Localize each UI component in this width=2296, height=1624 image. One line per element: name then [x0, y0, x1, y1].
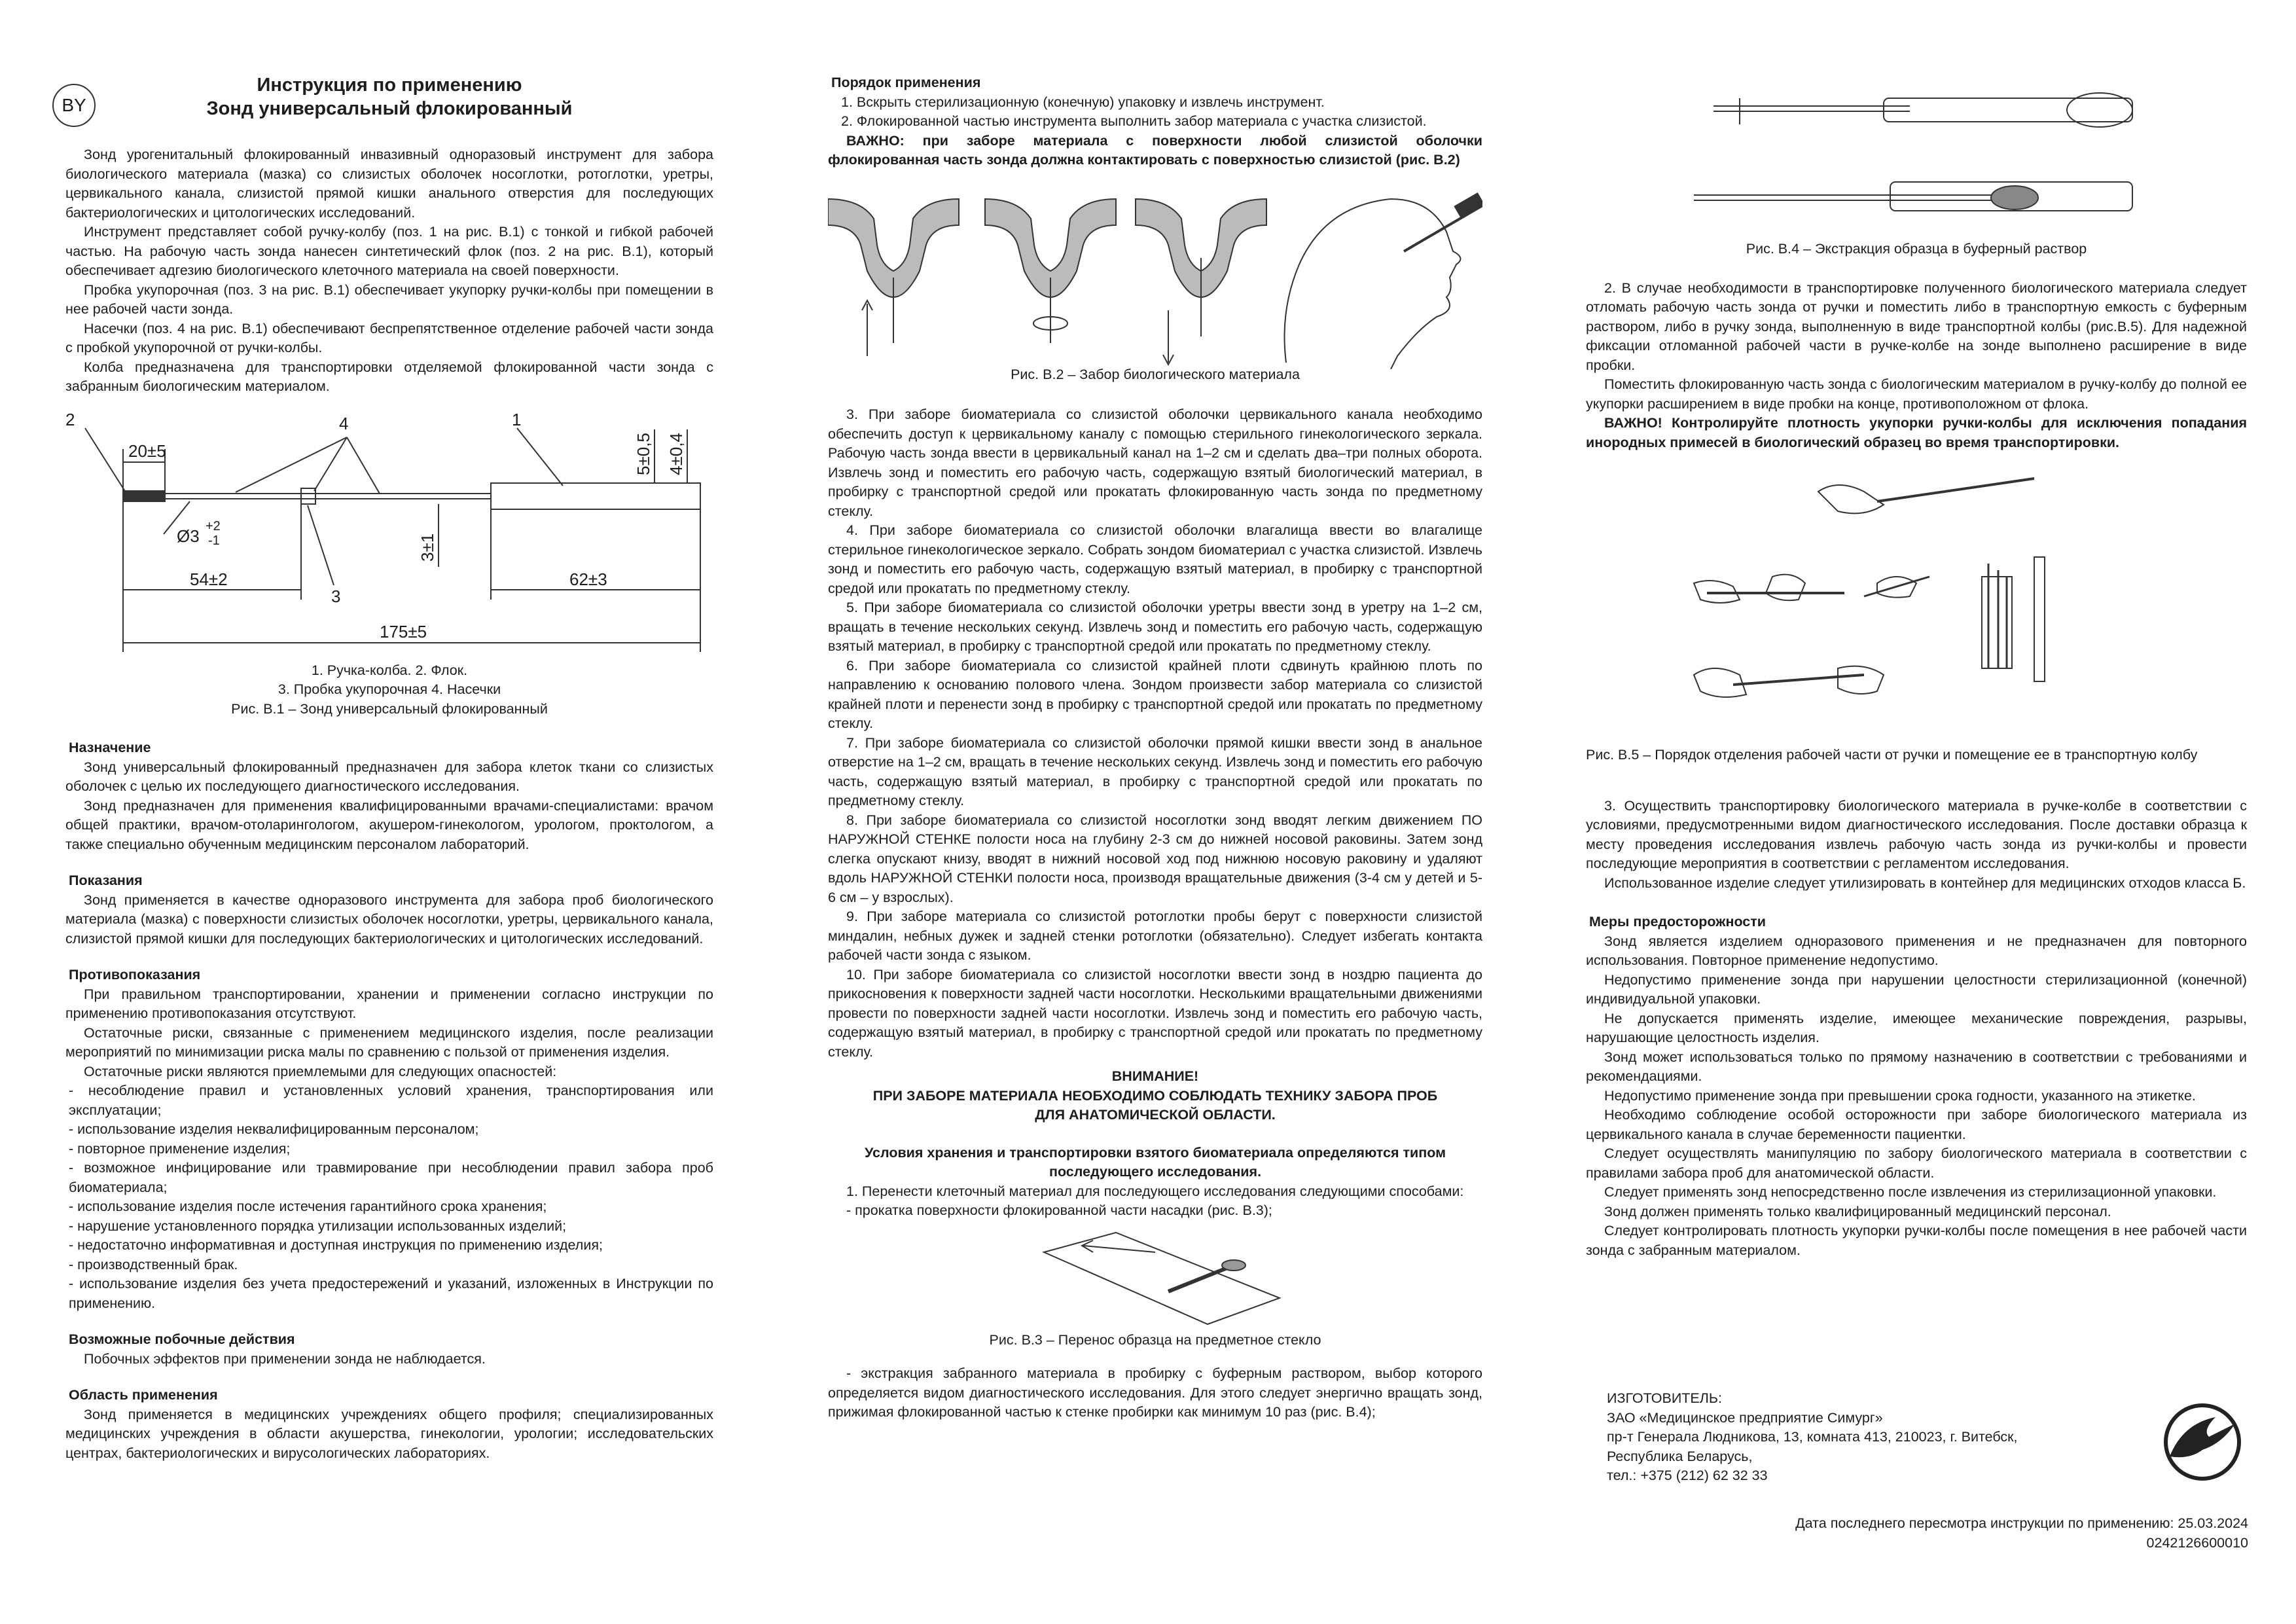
- step-paragraph: 4. При заборе биоматериала со слизистой оболочки влагалища ввести во влагалище стерильное гинекологическое зеркало. Собрать зондом биоматериал с участка слизистой. Извлечь зонд и поместить его рабочую часть, содержащую взятый материал, в пробирку с транспортной средой или прокатать по предметному стеклу.: [828, 522, 1482, 596]
- title-line-1: Инструкция по применению: [257, 75, 522, 96]
- section-heading: Меры предосторожности: [1589, 914, 1767, 929]
- intro-paragraph: Зонд урогенитальный флокированный инвазивный одноразовый инструмент для забора биологического материала (мазка) со слизистых оболочек носоглотки, ротоглотки, уретры, цервикального канала, слизистой прямой кишки анального отверстия для последующих бактериологических и цитологических исследований.: [65, 147, 713, 221]
- column-2: [828, 73, 1482, 1422]
- section-heading: Показания: [69, 873, 143, 888]
- buffer-extraction-figure: [1687, 85, 2145, 223]
- paragraph: Остаточные риски, связанные с применением медицинского изделия, после реализации мероприятий по минимизации риска малы по сравнению с пользой от применения изделия.: [65, 1024, 713, 1060]
- probe-1: [1877, 478, 2034, 501]
- caution-item: Зонд является изделием одноразового применения и не предназначен для повторного использования. Повторное применение недопустимо.: [1586, 933, 2247, 968]
- hand-4: [1694, 668, 1746, 697]
- attention-text: ПРИ ЗАБОРЕ МАТЕРИАЛА НЕОБХОДИМО СОБЛЮДАТЬ ТЕХНИКУ ЗАБОРА ПРОБ ДЛЯ АНАТОМИЧЕСКОЙ ОБЛАСТИ.: [872, 1087, 1438, 1123]
- paragraph: Зонд применяется в медицинских учреждениях общего профиля; специализированных медицинских учреждения в области акушерства, гинекологии, урологии; исследовательских центрах, бактериологических и вирусологических лабораториях.: [65, 1406, 713, 1461]
- paragraph: 2. В случае необходимости в транспортировке полученного биологического материала следует отломать рабочую часть зонда от ручки и поместить либо в транспортную емкость с буферным раствором, либо в ручку зонда, выполненную в виде транспортной колбы (рис.В.5). Для надежной фиксации отломанной рабочей части в ручке-колбе на зонде выполнено расширение в виде пробки.: [1586, 280, 2247, 373]
- paragraph: Зонд предназначен для применения квалифицированными врачами-специалистами: врачом общей практики, врачом-отоларингологом, акушером-гинекологом, урологом, проктологом, а также специально обученным медицинским персоналом лабораторий.: [65, 797, 713, 852]
- paragraph: Побочных эффектов при применении зонда не наблюдается.: [84, 1350, 486, 1367]
- dim-label-4: 4: [339, 413, 349, 433]
- step-paragraph: 7. При заборе биоматериала со слизистой оболочки прямой кишки ввести зонд в анальное отверстие на 1–2 см, вращать в течение нескольких секунд. Извлечь зонд и поместить его рабочую часть, содержащую взятый материал, в пробирку с транспортной средой или прокатать по предметному стеклу.: [828, 734, 1482, 808]
- fig5-caption: Рис. В.5 – Порядок отделения рабочей части от ручки и помещение ее в транспортную колбу: [1586, 747, 2198, 763]
- risk-item: - использование изделия неквалифицированным персоналом;: [69, 1121, 479, 1137]
- handle-flask: [491, 483, 700, 509]
- fig1-caption-2: 3. Пробка укупорочная 4. Насечки: [278, 681, 501, 697]
- nasal-probe: [1404, 206, 1482, 251]
- dim-175: 175±5: [380, 621, 427, 641]
- risk-item: - несоблюдение правил и установленных условий хранения, транспортирования или эксплуатации;: [69, 1083, 713, 1118]
- fig1-caption-3: Рис. В.1 – Зонд универсальный флокированный: [231, 700, 548, 717]
- dim-label-3: 3: [331, 586, 341, 606]
- fig1-caption-1: 1. Ручка-колба. 2. Флок.: [311, 662, 468, 678]
- section-heading: Порядок применения: [831, 75, 981, 90]
- leader-4c: [347, 437, 380, 494]
- section-heading: Назначение: [69, 740, 151, 755]
- important-note: ВАЖНО! Контролируйте плотность укупорки ручки-колбы для исключения попадания инородных примесей в биологический образец во время транспортировки.: [1586, 415, 2247, 450]
- paragraph: При правильном транспортировании, хранении и применении согласно инструкции по применению противопоказания отсутствуют.: [65, 986, 713, 1021]
- dim-diameter: Ø3: [177, 526, 200, 546]
- flock-in-tube: [1991, 186, 2038, 209]
- important-note: ВАЖНО: при заборе материала с поверхности любой слизистой оболочки флокированная часть зонда должна контактировать с поверхностью слизистой (рис. В.2): [828, 132, 1482, 168]
- dim-62: 62±3: [569, 569, 607, 589]
- intro-paragraph: Пробка укупорочная (поз. 3 на рис. В.1) обеспечивает укупорку ручки-колбы при помещении в нее рабочей части зонда.: [65, 281, 713, 317]
- tube-a: [1884, 98, 2132, 122]
- dim-diameter-minus: -1: [208, 533, 220, 548]
- fig3-caption: Рис. В.3 – Перенос образца на предметное стекло: [989, 1331, 1321, 1348]
- risk-item: - использование изделия без учета предостережений и указаний, изложенных в Инструкции по применению.: [69, 1276, 713, 1311]
- risk-item: - возможное инфицирование или травмирование при несоблюдении правил забора проб биоматериала;: [69, 1160, 713, 1195]
- caution-item: Зонд должен применять только квалифицированный медицинский персонал.: [1604, 1203, 2111, 1219]
- paragraph: Поместить флокированную часть зонда с биологическим материалом в ручку-колбу до полной ее укупорки расширением в виде пробки на конце, противоположном от флока.: [1586, 376, 2247, 412]
- fig2-caption: Рис. В.2 – Забор биологического материала: [1011, 366, 1300, 382]
- caution-item: Следует применять зонд непосредственно после извлечения из стерилизационной упаковки.: [1604, 1184, 2217, 1200]
- direction-arrow: [1083, 1246, 1155, 1252]
- paragraph: Зонд применяется в качестве одноразового инструмента для забора проб биологического материала (мазка) с поверхности слизистых оболочек носоглотки, уретры, цервикального канала, слизистой прямой кишки для последующих бактериологических и цитологических исследований.: [65, 892, 713, 947]
- step-paragraph: 3. При заборе биоматериала со слизистой оболочки цервикального канала необходимо обеспечить доступ к цервикальному каналу с помощью стерильного гинекологического зеркала. Рабочую часть зонда ввести в цервикальный канал на 1–2 см и сделать два–три полных оборота. Извлечь зонд и поместить его рабочую часть, содержащую взятый биологический материал, в пробирку с транспортной средой или прокатать флокированную часть зонда по предметному стеклу.: [828, 406, 1482, 519]
- document-code: 0242126600010: [2146, 1534, 2248, 1551]
- company-logo-icon: [2157, 1398, 2248, 1483]
- flock-tip: [123, 491, 165, 501]
- paragraph: 1. Перенести клеточный материал для последующего исследования следующими способами:: [846, 1183, 1464, 1199]
- manufacturer-address: пр-т Генерала Людникова, 13, комната 413, 210023, г. Витебск,: [1607, 1429, 2018, 1445]
- leader-1: [517, 428, 563, 486]
- transport-flask: [2034, 557, 2045, 681]
- intro-paragraph: Насечки (поз. 4 на рис. В.1) обеспечивают беспрепятственное отделение рабочей части зонда с пробкой укупорочной от ручки-колбы.: [65, 320, 713, 355]
- probe-drawing-figure: [65, 410, 713, 659]
- caution-item: Необходимо соблюдение особой осторожности при заборе биологического материала из цервикального канала в случае беременности пациентки.: [1586, 1107, 2247, 1142]
- manufacturer-country: Республика Беларусь,: [1607, 1448, 1753, 1464]
- paragraph: 2. Флокированной частью инструмента выполнить забор материала с участка слизистой.: [841, 113, 1427, 129]
- risk-item: - повторное применение изделия;: [69, 1140, 291, 1157]
- risk-item: - нарушение установленного порядка утилизации использованных изделий;: [69, 1218, 567, 1234]
- separation-figure: [1668, 465, 2165, 740]
- document-title: [65, 73, 713, 120]
- storage-heading: Условия хранения и транспортировки взятого биоматериала определяются типом последующего исследования.: [864, 1144, 1446, 1180]
- revision-date: Дата последнего пересмотра инструкции по применению: 25.03.2024: [1795, 1515, 2248, 1531]
- leader-3: [308, 505, 334, 585]
- section-heading: Противопоказания: [69, 967, 201, 983]
- caution-item: Следует контролировать плотность укупорки ручки-колбы после помещения в нее рабочей части зонда с забранным материалом.: [1586, 1223, 2247, 1258]
- dim-54: 54±2: [190, 569, 228, 589]
- attention-title: ВНИМАНИЕ!: [1111, 1068, 1199, 1084]
- dim-20: 20±5: [128, 441, 166, 461]
- dim-4: 4±0,4: [666, 432, 686, 475]
- stopper: [301, 488, 315, 504]
- intro-paragraph: Колба предназначена для транспортировки отделяемой флокированной части зонда с забранным биологическим материалом.: [65, 359, 713, 394]
- intro-paragraph: Инструмент представляет собой ручку-колбу (поз. 1 на рис. В.1) с тонкой и гибкой рабочей частью. На рабочую часть зонда нанесен синтетический флок (поз. 2 на рис. В.1), который обеспечивает адгезию биологического клеточного материала на своей поверхности.: [65, 224, 713, 278]
- step-paragraph: 10. При заборе биоматериала со слизистой носоглотки ввести зонд в ноздрю пациента до прикосновения к поверхности задней части носоглотки. Несколькими вращательными движениями провести по поверхности задней части носоглотки. Извлечь зонд и поместить его рабочую часть, содержащую взятый материал, в пробирку с транспортной средой или прокатать по предметному стеклу.: [828, 966, 1482, 1060]
- caution-item: Не допускается применять изделие, имеющее механические повреждения, разрывы, нарушающие целостность изделия.: [1586, 1010, 2247, 1045]
- caution-item: Недопустимо применение зонда при превышении срока годности, указанного на этикетке.: [1604, 1087, 2196, 1104]
- paragraph: Использованное изделие следует утилизировать в контейнер для медицинских отходов класса Б.: [1604, 875, 2246, 891]
- column-3: [1586, 85, 2247, 1260]
- glass-slide: [1044, 1233, 1280, 1324]
- risk-item: - недостаточно информативная и доступная инструкция по применению изделия;: [69, 1237, 603, 1253]
- dim-3: 3±1: [418, 533, 437, 562]
- step-paragraph: 5. При заборе биоматериала со слизистой оболочки уретры ввести зонд в уретру на 1–2 см, вращать в течение нескольких секунд. Извлечь зонд и поместить его рабочую часть, содержащую взятый материал, в пробирку с транспортной средой или прокатать по предметному стеклу.: [828, 600, 1482, 654]
- column-1: [65, 145, 713, 1463]
- caution-item: Зонд может использоваться только по прямому назначению в соответствии с требованиями и рекомендациями.: [1586, 1049, 2247, 1084]
- manufacturer-label: ИЗГОТОВИТЕЛЬ:: [1607, 1390, 1722, 1406]
- dim-diameter-plus: +2: [206, 518, 221, 533]
- probe-on-slide: [1168, 1265, 1234, 1291]
- dim-5: 5±0,5: [634, 432, 653, 475]
- paragraph: Остаточные риски являются приемлемыми для следующих опасностей:: [84, 1063, 557, 1079]
- manufacturer-block: [1607, 1389, 2018, 1486]
- step-paragraph: 8. При заборе биоматериала со слизистой носоглотки зонд вводят легким движением ПО НАРУЖНОЙ СТЕНКЕ полости носа на глубину 2-3 см до нижней носовой раковины. Затем зонд слегка опускают книзу, вводят в нижний носовой ход под нижнюю носовую раковину и удаляют вдоль НАРУЖНОЙ СТЕНКИ полости носа, производя вращательные движения (3-4 см у детей и 5-6 см – у взрослых).: [828, 812, 1482, 905]
- paragraph: Зонд универсальный флокированный предназначен для забора клеток ткани со слизистых оболочек с целью их последующего диагностического исследования.: [65, 759, 713, 794]
- section-heading: Область применения: [69, 1387, 218, 1403]
- dim-label-2: 2: [65, 409, 75, 429]
- caution-item: Недопустимо применение зонда при нарушении целостности стерилизационной (конечной) индивидуальной упаковки.: [1586, 971, 2247, 1007]
- hand-1: [1818, 485, 1884, 513]
- country-badge: BY: [52, 84, 96, 127]
- slide-transfer-figure: [1024, 1226, 1286, 1331]
- leader-2: [85, 428, 126, 492]
- dim-label-1: 1: [512, 409, 522, 429]
- paragraph: 3. Осуществить транспортировку биологического материала в ручке-колбе в соответствии с условиями, предусмотренными видом диагностического исследования. После доставки образца к месту проведения исследования извлечь рабочую часть зонда из ручки-колбы и провести последующие мероприятия в соответствии с регламентом исследования.: [1586, 797, 2247, 871]
- paragraph: - экстракция забранного материала в пробирку с буферным раствором, выбор которого определяется видом диагностического исследования. Для этого следует энергично вращать зонд, прижимая флокированной частью к стенке пробирки как минимум 10 раз (рис. В.4);: [828, 1365, 1482, 1420]
- risk-item: - использование изделия после истечения гарантийного срока хранения;: [69, 1199, 547, 1214]
- caution-item: Следует осуществлять манипуляцию по забору биологического материала в соответствии с правилами забора проб для анатомической области.: [1586, 1146, 2247, 1181]
- manufacturer-name: ЗАО «Медицинское предприятие Симург»: [1607, 1409, 1883, 1426]
- sampling-figure: [828, 179, 1482, 369]
- paragraph: 1. Вскрыть стерилизационную (конечную) упаковку и извлечь инструмент.: [841, 94, 1325, 110]
- risk-item: - производственный брак.: [69, 1256, 238, 1272]
- step-paragraph: 9. При заборе материала со слизистой ротоглотки пробы берут с поверхности слизистой миндалин, небных дужек и задней стенки ротоглотки (обязательно). Следует избегать контакта рабочей части зонда с языком.: [828, 909, 1482, 963]
- step-paragraph: 6. При заборе биоматериала со слизистой крайней плоти сдвинуть крайнюю плоть по направлению к основанию полового члена. Зондом произвести забор материала со слизистой крайней плоти и перенести зонд в пробирку с транспортной средой или прокатать по предметному стеклу.: [828, 657, 1482, 731]
- revision-info: [1795, 1514, 2248, 1553]
- patient-face: [1285, 199, 1461, 369]
- section-heading: Возможные побочные действия: [69, 1331, 295, 1347]
- fig4-caption: Рис. В.4 – Экстракция образца в буферный раствор: [1746, 241, 2087, 257]
- paragraph: - прокатка поверхности флокированной части насадки (рис. В.3);: [846, 1202, 1272, 1218]
- title-line-2: Зонд универсальный флокированный: [206, 98, 573, 119]
- manufacturer-phone: тел.: +375 (212) 62 32 33: [1607, 1468, 1768, 1483]
